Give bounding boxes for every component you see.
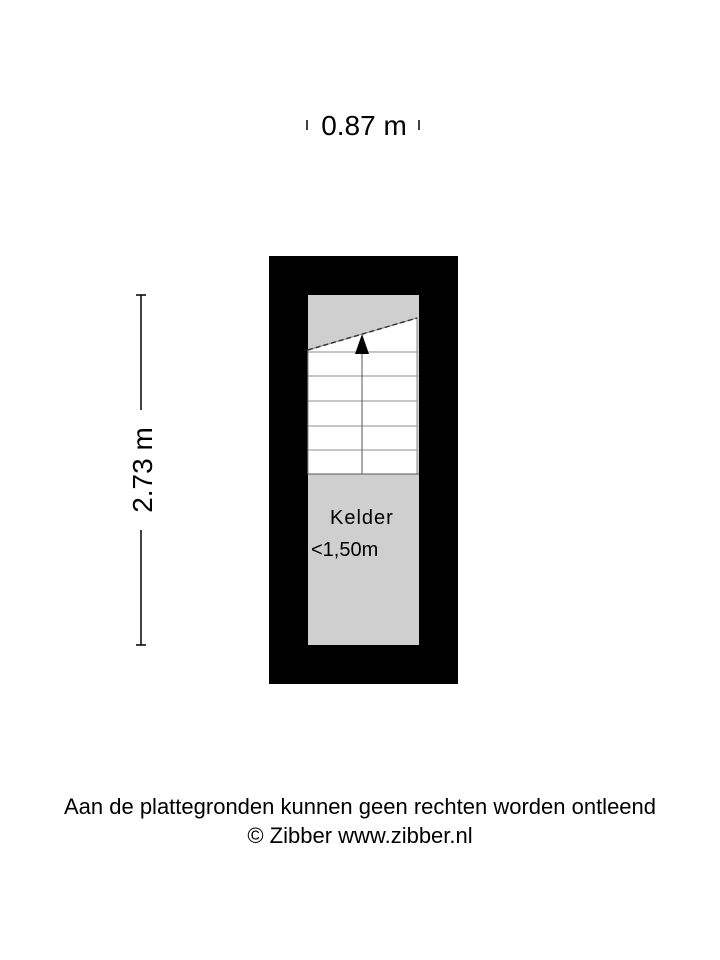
disclaimer-text: Aan de plattegronden kunnen geen rechten worden ontleend bbox=[63, 794, 657, 819]
height-dimension bbox=[127, 295, 158, 645]
room-name: Kelder bbox=[330, 507, 394, 529]
width-dimension bbox=[307, 110, 419, 141]
width-dimension-label: 0.87 m bbox=[321, 110, 407, 141]
copyright-text: © Zibber www.zibber.nl bbox=[247, 823, 473, 848]
room-height-note: <1,50m bbox=[311, 539, 379, 561]
height-dimension-label: 2.73 m bbox=[127, 427, 158, 513]
